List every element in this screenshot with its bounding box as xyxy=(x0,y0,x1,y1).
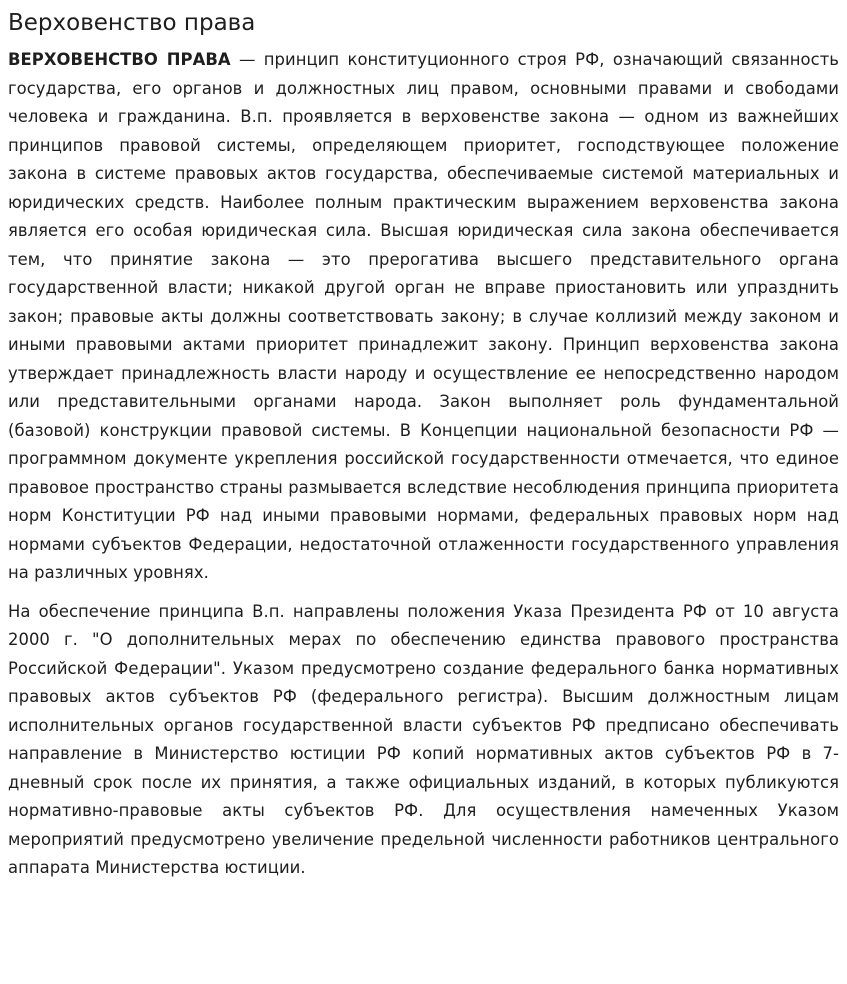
paragraph-definition-text: — принцип конституционного строя РФ, означающий связанность государства, его органов и должностных лиц правом, основными правами и свободами человека и гражданина. В.п. проявляется в верховенстве закона — одном из важнейших принципов правовой системы, определяющем приоритет, господствующее положение закона в системе правовых актов государства, обеспечиваемые системой материальных и юридических средств. Наиболее полным практическим выражением верховенства закона является его особая юридическая сила. Высшая юридическая сила закона обеспечивается тем, что принятие закона — это прерогатива высшего представительного органа государственной власти; никакой другой орган не вправе приостановить или упразднить закон; правовые акты должны соответствовать закону; в случае коллизий между законом и иными правовыми актами приоритет принадлежит закону. Принцип верховенства закона утверждает принадлежность власти народу и осуществление ее непосредственно народом или представительными органами народа. Закон выполняет роль фундаментальной (базовой) конструкции правовой системы. В Концепции национальной безопасности РФ — программном документе укрепления российской государственности отмечается, что единое правовое пространство страны размывается вследствие несоблюдения принципа приоритета норм Конституции РФ над иными правовыми нормами, федеральных правовых норм над нормами субъектов Федерации, недостаточной отлаженности государственного управления на различных уровнях. xyxy=(8,50,839,582)
term-heading: ВЕРХОВЕНСТВО ПРАВА xyxy=(8,50,231,69)
paragraph-decree: На обеспечение принципа В.п. направлены положения Указа Президента РФ от 10 августа 2000 г. "О дополнительных мерах по обеспечению единства правового пространства Российской Федерации". Указом предусмотрено создание федерального банка нормативных правовых актов субъектов РФ (федерального регистра). Высшим должностным лицам исполнительных органов государственной власти субъектов РФ предписано обеспечивать направление в Министерство юстиции РФ копий нормативных актов субъектов РФ в 7-дневный срок после их принятия, а также официальных изданий, в которых публикуются нормативно-правовые акты субъектов РФ. Для осуществления намеченных Указом мероприятий предусмотрено увеличение предельной численности работников центрального аппарата Министерства юстиции. xyxy=(8,601,839,877)
page-title: Верховенство права xyxy=(8,10,256,36)
paragraph-definition xyxy=(8,46,839,588)
